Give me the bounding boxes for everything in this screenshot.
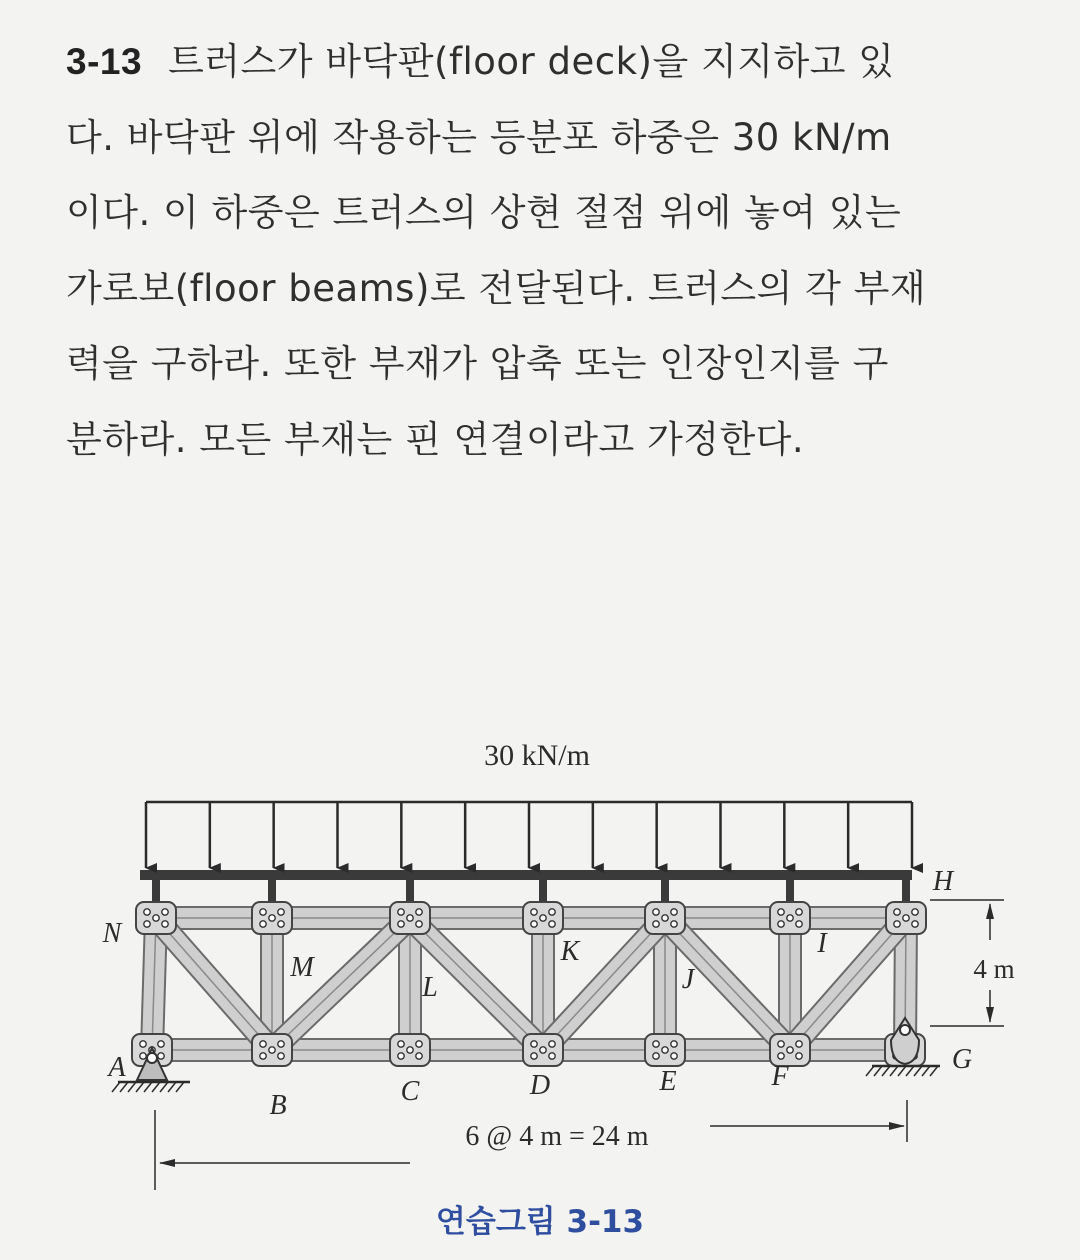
joint-H-bolt	[894, 921, 900, 927]
joint-E-bolt	[671, 1053, 677, 1059]
joint-J-bolt	[671, 921, 677, 927]
joint-C-bolt	[398, 1041, 404, 1047]
member-NB	[156, 918, 272, 1050]
ground-hatch	[144, 1082, 152, 1092]
joint-E-bolt	[653, 1053, 659, 1059]
joint-L-bolt	[416, 921, 422, 927]
joint-C	[390, 1034, 430, 1066]
node-label-N: N	[102, 918, 122, 949]
joint-D-bolt	[549, 1053, 555, 1059]
joint-H	[886, 902, 926, 934]
truss-joints	[132, 902, 926, 1066]
joint-C-bolt	[416, 1041, 422, 1047]
member-NA	[152, 918, 156, 1050]
ground-hatch	[866, 1066, 874, 1076]
member-HF	[790, 918, 906, 1050]
node-label-B: B	[269, 1090, 287, 1121]
ground-hatch	[930, 1066, 938, 1076]
figure-caption: 연습그림 3-13	[435, 1204, 645, 1240]
node-label-D: D	[529, 1070, 551, 1101]
problem-text-1: 트러스가 바닥판(floor deck)을 지지하고 있	[168, 40, 895, 83]
joint-N-bolt	[144, 909, 150, 915]
joint-E-bolt	[662, 1047, 668, 1053]
joint-I-bolt	[778, 921, 784, 927]
problem-line-2: 다. 바닥판 위에 작용하는 등분포 하중은 30 kN/m	[66, 115, 892, 159]
joint-D-bolt	[531, 1053, 537, 1059]
problem-line-3: 이다. 이 하중은 트러스의 상현 절점 위에 놓여 있는	[66, 191, 902, 234]
ground-hatch	[112, 1082, 120, 1092]
joint-D-bolt	[531, 1041, 537, 1047]
joint-M	[252, 902, 292, 934]
joint-A-bolt	[158, 1053, 164, 1059]
joint-A-bolt	[158, 1041, 164, 1047]
joint-J-bolt	[671, 909, 677, 915]
joint-B-bolt	[269, 1047, 275, 1053]
joint-H-bolt	[894, 909, 900, 915]
deck-beam	[140, 870, 912, 880]
joint-D-bolt	[540, 1047, 546, 1053]
joint-N-bolt	[162, 921, 168, 927]
problem-line-6: 분하라. 모든 부재는 핀 연결이라고 가정한다.	[66, 417, 805, 461]
node-label-F: F	[771, 1061, 789, 1092]
node-label-H: H	[932, 866, 954, 897]
member-NB-centerline	[156, 918, 272, 1050]
node-label-A: A	[108, 1052, 126, 1083]
joint-K-bolt	[540, 915, 546, 921]
joint-K-bolt	[549, 909, 555, 915]
joint-M-bolt	[260, 921, 266, 927]
joint-J	[645, 902, 685, 934]
joint-H-bolt	[912, 921, 918, 927]
joint-N-bolt	[144, 921, 150, 927]
member-LB-centerline	[272, 918, 410, 1050]
joint-A-bolt	[140, 1041, 146, 1047]
joint-I-bolt	[787, 915, 793, 921]
joint-D-bolt	[549, 1041, 555, 1047]
truss-members	[152, 918, 906, 1050]
joint-M-bolt	[269, 915, 275, 921]
ground-hatch	[136, 1082, 144, 1092]
problem-line-1	[66, 24, 1026, 100]
joint-L-bolt	[416, 909, 422, 915]
joint-I	[770, 902, 810, 934]
joint-J-bolt	[653, 909, 659, 915]
joint-L	[390, 902, 430, 934]
node-label-K: K	[560, 936, 580, 967]
ground-hatch	[922, 1066, 930, 1076]
joint-N-bolt	[153, 915, 159, 921]
ground-hatch	[906, 1066, 914, 1076]
joint-J-bolt	[653, 921, 659, 927]
joint-F-bolt	[787, 1047, 793, 1053]
joint-L-bolt	[398, 909, 404, 915]
ground-hatch	[168, 1082, 176, 1092]
rocker-pin	[900, 1025, 910, 1035]
ground-hatch	[874, 1066, 882, 1076]
joint-C-bolt	[407, 1047, 413, 1053]
joint-K	[523, 902, 563, 934]
pin-bolt	[147, 1053, 157, 1063]
ground-hatch	[152, 1082, 160, 1092]
joint-B-bolt	[260, 1041, 266, 1047]
joint-H-bolt	[912, 909, 918, 915]
joint-M-bolt	[278, 909, 284, 915]
joint-E-bolt	[671, 1041, 677, 1047]
distributed-load-arrows	[146, 802, 912, 868]
ground-hatch	[898, 1066, 906, 1076]
joint-K-bolt	[549, 921, 555, 927]
joint-F-bolt	[778, 1041, 784, 1047]
ground-hatch	[890, 1066, 898, 1076]
joint-F-bolt	[796, 1041, 802, 1047]
ground-hatch	[160, 1082, 168, 1092]
problem-line-5: 력을 구하라. 또한 부재가 압축 또는 인장인지를 구	[66, 342, 889, 385]
height-label: 4 m	[973, 954, 1015, 984]
member-HF-centerline	[790, 918, 906, 1050]
joint-I-bolt	[778, 909, 784, 915]
ground-hatch	[882, 1066, 890, 1076]
joint-C-bolt	[416, 1053, 422, 1059]
load-label: 30 kN/m	[484, 739, 590, 772]
joint-B-bolt	[278, 1041, 284, 1047]
joint-B	[252, 1034, 292, 1066]
node-label-M: M	[290, 952, 314, 983]
node-label-G: G	[951, 1044, 973, 1075]
joint-I-bolt	[796, 921, 802, 927]
truss-diagram	[0, 470, 1080, 1256]
joint-F-bolt	[778, 1053, 784, 1059]
member-LB	[272, 918, 410, 1050]
joint-F-bolt	[796, 1053, 802, 1059]
truss-figure	[0, 470, 1080, 1256]
span-label: 6 @ 4 m = 24 m	[465, 1121, 649, 1152]
joint-K-bolt	[531, 909, 537, 915]
node-label-E: E	[659, 1066, 677, 1097]
ground-hatch	[914, 1066, 922, 1076]
node-label-C: C	[400, 1076, 420, 1107]
node-label-J: J	[681, 964, 695, 995]
joint-L-bolt	[398, 921, 404, 927]
node-label-I: I	[817, 928, 827, 959]
joint-B-bolt	[260, 1053, 266, 1059]
ground-hatch	[128, 1082, 136, 1092]
joint-D	[523, 1034, 563, 1066]
joint-I-bolt	[796, 909, 802, 915]
problem-line-4: 가로보(floor beams)로 전달된다. 트러스의 각 부재	[66, 266, 927, 310]
ground-hatch	[120, 1082, 128, 1092]
joint-K-bolt	[531, 921, 537, 927]
joint-N	[136, 902, 176, 934]
joint-E-bolt	[653, 1041, 659, 1047]
joint-E	[645, 1034, 685, 1066]
joint-B-bolt	[278, 1053, 284, 1059]
joint-N-bolt	[162, 909, 168, 915]
problem-statement	[66, 24, 1026, 477]
joint-A-bolt	[140, 1053, 146, 1059]
problem-number: 3-13	[66, 41, 143, 82]
joint-M-bolt	[260, 909, 266, 915]
joint-J-bolt	[662, 915, 668, 921]
node-label-L: L	[422, 972, 438, 1003]
joint-L-bolt	[407, 915, 413, 921]
joint-H-bolt	[903, 915, 909, 921]
ground-hatch	[176, 1082, 184, 1092]
joint-M-bolt	[278, 921, 284, 927]
joint-C-bolt	[398, 1053, 404, 1059]
